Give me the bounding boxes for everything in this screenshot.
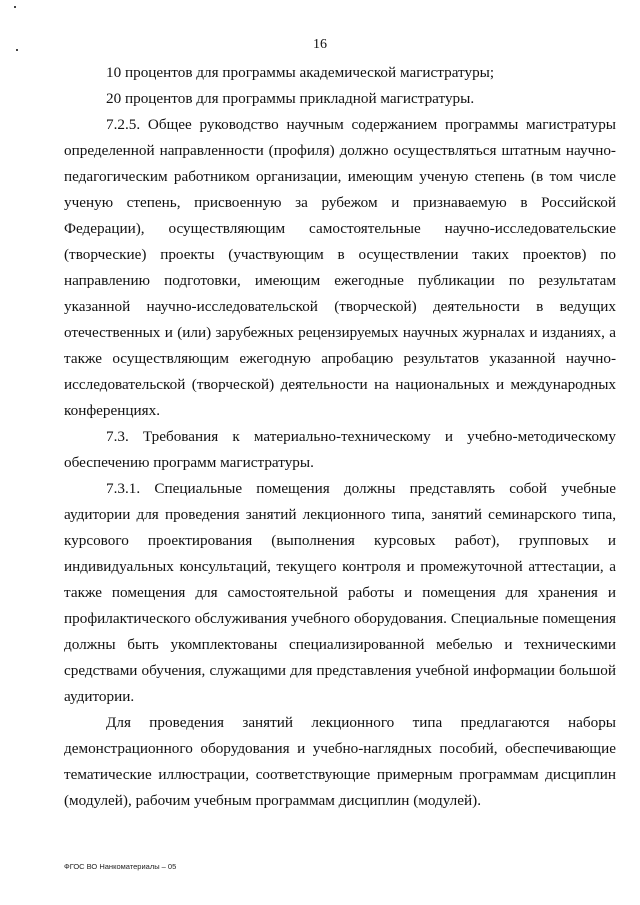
document-body xyxy=(64,60,616,814)
page-number: 16 xyxy=(313,37,327,52)
paragraph: 7.3. Требования к материально-техническому и учебно-методическому обеспечению программ магистратуры. xyxy=(64,428,616,471)
paragraph: 7.2.5. Общее руководство научным содержанием программы магистратуры определенной направленности (профиля) должно осуществляться штатным научно-педагогическим работником организации, имеющим ученую степень (в том числе ученую степень, присвоенную за рубежом и признаваемую в Российской Федерации), осуществляющим самостоятельные научно-исследовательские (творческие) проекты (участвующим в осуществлении таких проектов) по направлению подготовки, имеющим ежегодные публикации по результатам указанной научно-исследовательской (творческой) деятельности в ведущих отечественных и (или) зарубежных рецензируемых научных журналах и изданиях, а также осуществляющим ежегодную апробацию результатов указанной научно-исследовательской (творческой) деятельности на национальных и международных конференциях. xyxy=(64,116,616,419)
footer-note: ФГОС ВО Нанкоматериалы – 05 xyxy=(64,862,177,871)
paragraph: 7.3.1. Специальные помещения должны представлять собой учебные аудитории для проведения занятий лекционного типа, занятий семинарского типа, курсового проектирования (выполнения курсовых работ), групповых и индивидуальных консультаций, текущего контроля и промежуточной аттестации, а также помещения для самостоятельной работы и помещения для хранения и профилактического обслуживания учебного оборудования. Специальные помещения должны быть укомплектованы специализированной мебелью и техническими средствами обучения, служащими для представления учебной информации большой аудитории. xyxy=(64,480,616,705)
scan-speck xyxy=(14,6,16,8)
paragraph: Для проведения занятий лекционного типа предлагаются наборы демонстрационного оборудования и учебно-наглядных пособий, обеспечивающие тематические иллюстрации, соответствующие примерным программам дисциплин (модулей), рабочим учебным программам дисциплин (модулей). xyxy=(64,714,616,809)
paragraph: 10 процентов для программы академической магистратуры; xyxy=(106,64,495,81)
paragraph: 20 процентов для программы прикладной магистратуры. xyxy=(106,90,475,107)
